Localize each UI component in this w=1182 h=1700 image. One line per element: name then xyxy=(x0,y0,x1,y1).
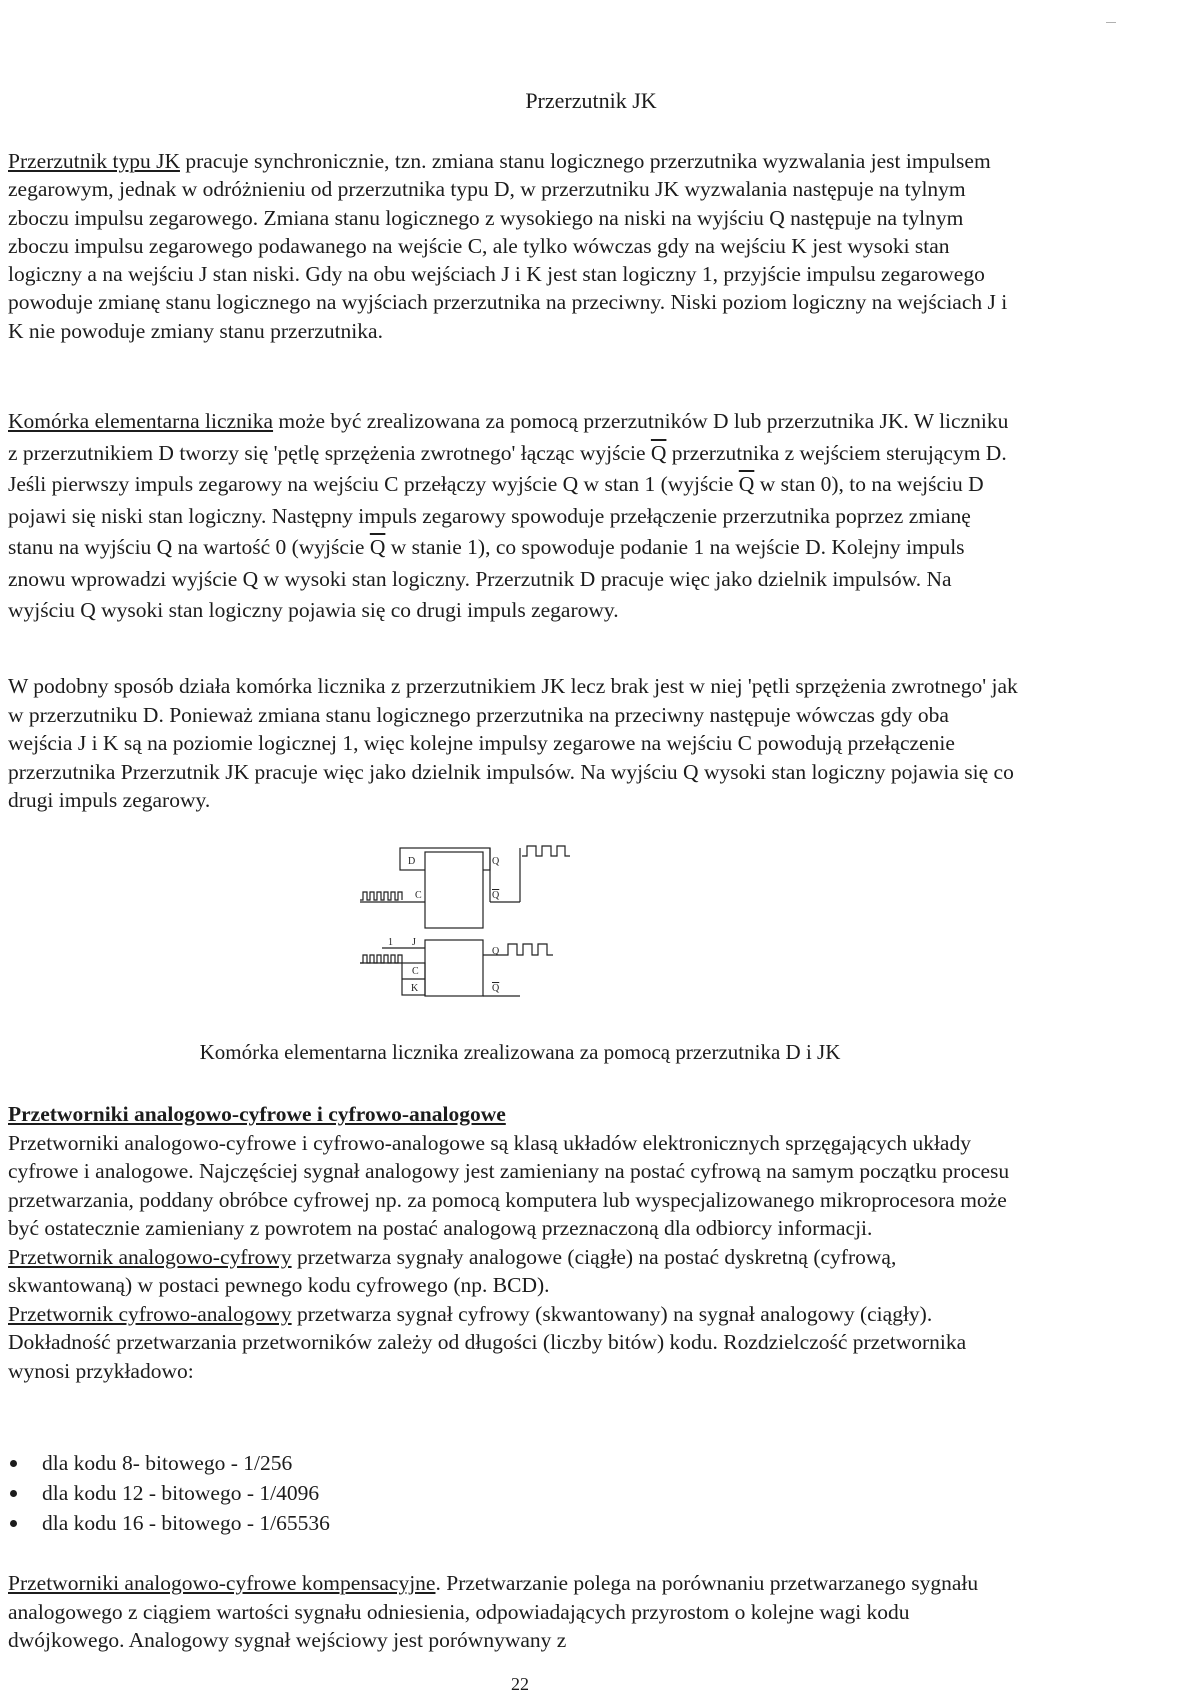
page-number: 22 xyxy=(511,1674,529,1694)
term-adc: Przetwornik analogowo-cyfrowy xyxy=(8,1244,292,1269)
q-bar-2: $\overline{Q}$ xyxy=(738,472,755,496)
compensating-adc-text: . Przetwarzanie polega na porównaniu przetwarzanego sygnału analogowego z ciągiem wartości sygnału odniesienia, odpowiadających przyrostom o kolejne wagi kodu dwójkowego. Analogowy sygnał wejściowy jest porównywany z xyxy=(8,1571,979,1652)
flipflop-diagram xyxy=(360,838,660,1018)
paragraph-counter-cell xyxy=(8,406,1018,627)
counter-text-a: może być zrealizowana za pomocą przerzutników D lub przerzutnika JK. W liczniku z przerzutnikiem D tworzy się 'pętlę sprzężenia zwrotnego' łącząc wyjście xyxy=(8,409,1009,465)
paragraph-compensating-adc xyxy=(8,1569,1018,1655)
page-title: Przerzutnik JK xyxy=(525,88,657,113)
jk-flipflop-box xyxy=(425,940,483,996)
jk-label-k: K xyxy=(411,983,419,994)
jk-description-text: pracuje synchronicznie, tzn. zmiana stanu logicznego przerzutnika wyzwalania jest impulsem zegarowym, jednak w odróżnieniu od przerzutnika typu D, w przerzutniku JK wyzwalania następuje na tylnym zboczu impulsu zegarowego. Zmiana stanu logicznego z wysokiego na niski na wyjściu Q następuje na tylnym zboczu impulsu zegarowego podawanego na wejście C, ale tylko wówczas gdy na wejściu K jest wysoki stan logiczny a na wejściu J stan niski. Gdy na obu wejściach J i K jest stan logiczny 1, przyjście impulsu zegarowego powoduje zmianę stanu logicznego na wyjściach przerzutnika na przeciwny. Niski poziom logiczny na wejściach J i K nie powoduje zmiany stanu przerzutnika. xyxy=(8,149,1008,343)
converters-intro: Przetworniki analogowo-cyfrowe i cyfrowo-analogowe są klasą układów elektronicznych sprzęgających układy cyfrowe i analogowe. Najczęściej sygnał analogowy jest zamieniany na postać cyfrową na samym początku procesu przetwarzania, poddany obróbce cyfrowej np. za pomocą komputera lub wyspecjalizowanego mikroprocesora może być ostatecznie zamieniany z powrotem na postać analogową przeznaczoną dla odbiorcy informacji. xyxy=(8,1130,1010,1240)
list-item: dla kodu 8- bitowego - 1/256 xyxy=(8,1448,908,1478)
q-bar-3: $\overline{Q}$ xyxy=(369,535,386,559)
d-label-q: Q xyxy=(492,856,500,867)
jk-const-one: 1 xyxy=(388,937,393,948)
jk-label-c: C xyxy=(412,966,419,977)
jk-clock-waveform xyxy=(360,955,402,963)
dac-definition xyxy=(8,1300,1018,1329)
d-clock-waveform xyxy=(360,892,402,900)
paragraph-jk-counter: W podobny sposób działa komórka licznika z przerzutnikiem JK lecz brak jest w niej 'pętli sprzężenia zwrotnego' jak w przerzutniku D. Ponieważ zmiana stanu logicznego przerzutnika na przeciwny następuje wówczas gdy oba wejścia J i K są na poziomie logicznej 1, więc kolejne impulsy zegarowe na wejściu C powodują przełączenie przerzutnika Przerzutnik JK pracuje więc jako dzielnik impulsów. Na wyjściu Q wysoki stan logiczny pojawia się co drugi impuls zegarowy. xyxy=(8,674,1018,812)
scan-mark xyxy=(1106,22,1116,23)
d-label-qbar: Q xyxy=(492,890,500,901)
section-heading-converters: Przetworniki analogowo-cyfrowe i cyfrowo-analogowe xyxy=(8,1102,506,1126)
list-item: dla kodu 16 - bitowego - 1/65536 xyxy=(8,1508,908,1538)
paragraph-jk-description xyxy=(8,147,1018,345)
d-label-d: D xyxy=(408,856,416,867)
section-converters xyxy=(8,1100,1018,1385)
counter-text-d: w stanie 1), co spowoduje podanie 1 na wejście D. Kolejny impuls znowu wprowadzi wyjście Q w wysoki stan logiczny. Przerzutnik D pracuje więc jako dzielnik impulsów. Na wyjściu Q wysoki stan logiczny pojawia się co drugi impuls zegarowy. xyxy=(8,535,965,622)
term-dac: Przetwornik cyfrowo-analogowy xyxy=(8,1301,292,1326)
d-label-c: C xyxy=(415,890,422,901)
term-jk-flipflop: Przerzutnik typu JK xyxy=(8,149,180,173)
jk-label-q: Q xyxy=(492,946,500,957)
term-compensating-adc: Przetworniki analogowo-cyfrowe kompensacyjne xyxy=(8,1571,436,1595)
jk-label-qbar: Q xyxy=(492,983,500,994)
jk-label-j: J xyxy=(412,937,416,948)
term-counter-cell: Komórka elementarna licznika xyxy=(8,409,274,433)
figure-caption: Komórka elementarna licznika zrealizowana za pomocą przerzutnika D i JK xyxy=(199,1040,841,1064)
dac-text: przetwarza sygnał cyfrowy (skwantowany) na sygnał analogowy (ciągły). xyxy=(291,1301,933,1326)
q-bar-1: $\overline{Q}$ xyxy=(650,440,667,465)
list-item: dla kodu 12 - bitowego - 1/4096 xyxy=(8,1478,908,1508)
d-output-waveform xyxy=(522,846,570,856)
counter-text-c: w stan 0), to na wejściu D pojawi się niski stan logiczny. Następny impuls zegarowy spowoduje przełączenie przerzutnika poprzez zmianę stanu na wyjściu Q na wartość 0 (wyjście xyxy=(8,472,984,559)
jk-output-waveform xyxy=(502,944,553,955)
counter-text-b: przerzutnika z wejściem sterującym D. Jeśli pierwszy impuls zegarowy na wejściu C przełączy wyjście Q w stan 1 (wyjście xyxy=(8,440,1007,496)
resolution-list xyxy=(8,1448,908,1538)
adc-text: przetwarza sygnały analogowe (ciągłe) na postać dyskretną (cyfrową, skwantowaną) w postaci pewnego kodu cyfrowego (np. BCD). xyxy=(8,1244,897,1297)
d-flipflop-box xyxy=(425,852,483,928)
accuracy-text: Dokładność przetwarzania przetworników zależy od długości (liczby bitów) kodu. Rozdzielczość przetwornika wynosi przykładowo: xyxy=(8,1330,967,1383)
adc-definition xyxy=(8,1243,1018,1300)
